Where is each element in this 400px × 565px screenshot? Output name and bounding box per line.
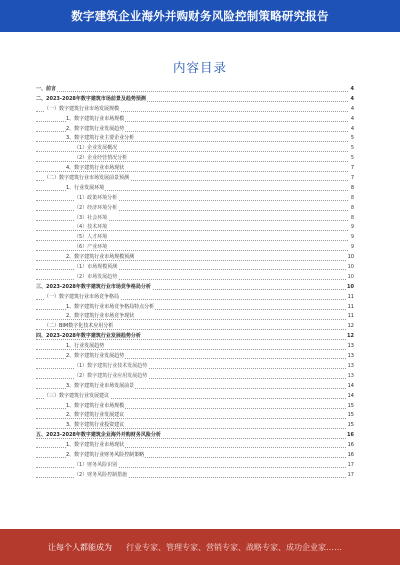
toc-entry-label: （2）企业经营情况分析 — [74, 155, 128, 162]
table-of-contents — [36, 85, 354, 521]
toc-page-number: 15 — [347, 421, 354, 431]
toc-entry-label: 2、数字建筑行业市场竞争现状 — [66, 313, 135, 320]
toc-entry[interactable] — [36, 303, 354, 313]
toc-page-number: 4 — [350, 125, 354, 135]
page-title: 内容目录 — [172, 60, 227, 75]
toc-leader-dots — [36, 230, 348, 231]
toc-entry[interactable] — [36, 431, 354, 441]
toc-entry-label: 2、数字建筑行业市场规模预测 — [66, 254, 135, 261]
toc-entry-label: （1）数字建筑行业技术发展趋势 — [74, 362, 148, 369]
toc-entry[interactable] — [36, 263, 354, 273]
footer-roles: 行业专家、管理专家、营销专家、战略专家、成功企业家…… — [126, 542, 342, 552]
toc-page-number: 5 — [350, 134, 354, 144]
toc-entry-label: （2）经济环境分析 — [74, 204, 118, 211]
toc-page-number: 9 — [350, 223, 354, 233]
toc-page-number: 16 — [347, 451, 354, 461]
toc-entry-label: （1）政策环境分析 — [74, 194, 118, 201]
toc-page-number: 10 — [347, 273, 354, 283]
toc-entry-label: 3、数字建筑行业市场发展前景 — [66, 382, 135, 389]
toc-entry-label: 三、2023-2028年数字建筑行业市场竞争格局分析 — [36, 283, 151, 290]
toc-entry[interactable] — [36, 134, 354, 144]
toc-entry-label: 一、前言 — [36, 86, 57, 92]
toc-entry-label: （2）数字建筑行业应用发展趋势 — [74, 372, 148, 379]
toc-entry-label: （2）财务风险控制措施 — [74, 471, 128, 478]
toc-page-number: 17 — [347, 471, 354, 481]
toc-entry-label: 2、数字建筑行业发展趋势 — [66, 353, 125, 360]
toc-page-number: 4 — [350, 105, 354, 115]
toc-page-number: 4 — [350, 115, 354, 125]
toc-entry[interactable] — [36, 184, 354, 194]
toc-entry[interactable] — [36, 223, 354, 233]
toc-leader-dots — [36, 91, 348, 92]
toc-entry-label: （1）财务风险识别 — [74, 461, 118, 468]
toc-entry-label: （1）企业发展概况 — [74, 145, 118, 152]
toc-entry-label: （三）数字建筑行业发展建议 — [44, 392, 110, 399]
toc-page-number: 8 — [350, 194, 354, 204]
toc-entry-label: （3）社会环境 — [74, 214, 108, 221]
toc-entry[interactable] — [36, 105, 354, 115]
toc-page-number: 17 — [347, 461, 354, 471]
toc-entry[interactable] — [36, 283, 354, 293]
toc-entry-label: 五、2023-2028年数字建筑企业海外并购财务风险分析 — [36, 432, 161, 439]
toc-page-number: 4 — [350, 85, 354, 95]
toc-entry-label: 1、数字建筑行业市场规模 — [66, 115, 125, 122]
toc-page-number: 15 — [347, 402, 354, 412]
toc-entry-label: 2、数字建筑行业财务风险控制策略 — [66, 451, 145, 458]
toc-entry[interactable] — [36, 194, 354, 204]
toc-entry[interactable] — [36, 293, 354, 303]
toc-page-number: 10 — [347, 253, 354, 263]
toc-entry-label: （6）产业环境 — [74, 244, 108, 251]
toc-page-number: 13 — [347, 352, 354, 362]
toc-entry-label: （二）BIM数字化技术应用分析 — [44, 323, 114, 330]
toc-page-number: 16 — [347, 441, 354, 451]
toc-entry-label: 1、数字建筑行业市场规模 — [66, 402, 125, 409]
toc-entry[interactable] — [36, 243, 354, 253]
toc-entry-label: 1、数字建筑行业市场竞争格局特点分析 — [66, 303, 155, 310]
toc-entry-label: （5）人才环境 — [74, 234, 108, 241]
toc-page-number: 10 — [346, 283, 354, 293]
toc-page-number: 11 — [347, 303, 354, 313]
toc-entry[interactable] — [36, 144, 354, 154]
toc-page-number: 11 — [347, 312, 354, 322]
toc-entry[interactable] — [36, 352, 354, 362]
toc-page-number: 8 — [350, 204, 354, 214]
toc-entry[interactable] — [36, 115, 354, 125]
toc-entry[interactable] — [36, 471, 354, 481]
toc-page-number: 4 — [350, 95, 354, 105]
toc-entry-label: 2、数字建筑行业发展趋势 — [66, 125, 125, 132]
toc-entry-label: 1、行业发展趋势 — [66, 343, 105, 350]
toc-entry[interactable] — [36, 411, 354, 421]
toc-entry-label: 4、数字建筑行业市场现状 — [66, 165, 125, 172]
toc-entry[interactable] — [36, 332, 354, 342]
toc-entry[interactable] — [36, 382, 354, 392]
toc-entry[interactable] — [36, 451, 354, 461]
toc-entry[interactable] — [36, 233, 354, 243]
toc-page-number: 13 — [347, 362, 354, 372]
report-title: 数字建筑企业海外并购财务风险控制策略研究报告 — [71, 9, 329, 23]
report-header-bar — [0, 0, 400, 32]
toc-page-number: 5 — [350, 154, 354, 164]
toc-entry-label: （1）市场规模预测 — [74, 264, 118, 271]
toc-entry-label: 1、数字建筑行业市场现状 — [66, 442, 125, 449]
toc-entry-label: 3、数字建筑行业投资建议 — [66, 422, 125, 429]
toc-entry-label: 四、2023-2028年数字建筑行业发展趋势分析 — [36, 333, 141, 340]
toc-entry[interactable] — [36, 441, 354, 451]
toc-entry[interactable] — [36, 204, 354, 214]
toc-page-number: 9 — [350, 233, 354, 243]
toc-page-number: 10 — [347, 263, 354, 273]
toc-entry[interactable] — [36, 253, 354, 263]
toc-page-number: 15 — [347, 411, 354, 421]
toc-leader-dots — [36, 319, 348, 320]
toc-entry[interactable] — [36, 402, 354, 412]
toc-page-number: 5 — [350, 144, 354, 154]
toc-entry[interactable] — [36, 322, 354, 332]
toc-entry[interactable] — [36, 95, 354, 105]
toc-entry-label: （4）技术环境 — [74, 224, 108, 231]
toc-entry[interactable] — [36, 273, 354, 283]
toc-entry[interactable] — [36, 125, 354, 135]
toc-entry-label: 3、数字建筑行业主要企业分析 — [66, 135, 135, 142]
toc-page-number: 12 — [347, 322, 354, 332]
toc-entry-label: （2）市场发展趋势 — [74, 273, 118, 280]
toc-page-number: 8 — [350, 184, 354, 194]
toc-page-number: 13 — [347, 372, 354, 382]
toc-entry[interactable] — [36, 421, 354, 431]
toc-entry[interactable] — [36, 392, 354, 402]
toc-page-number: 13 — [347, 342, 354, 352]
toc-page-number: 14 — [347, 392, 354, 402]
toc-page-number: 16 — [346, 431, 354, 441]
toc-entry[interactable] — [36, 461, 354, 471]
toc-entry[interactable] — [36, 342, 354, 352]
toc-entry[interactable] — [36, 174, 354, 184]
toc-entry-label: （一）数字建筑行业市场竞争格局 — [44, 293, 120, 300]
footer-banner — [0, 529, 400, 565]
toc-entry[interactable] — [36, 372, 354, 382]
toc-entry-label: （二）数字建筑行业市场发展前景预测 — [44, 175, 130, 182]
toc-page-number: 11 — [347, 293, 354, 303]
toc-entry-label: （一）数字建筑行业市场发展规模 — [44, 105, 120, 112]
toc-page-number: 8 — [350, 214, 354, 224]
toc-page-number: 7 — [350, 164, 354, 174]
toc-page-number: 12 — [346, 332, 354, 342]
footer-slogan: 让每个人都能成为 — [48, 542, 112, 552]
toc-entry[interactable] — [36, 312, 354, 322]
toc-entry-label: 1、行业发展环境 — [66, 184, 105, 191]
toc-entry-label: 二、2023-2028年数字建筑市场前景及趋势预测 — [36, 95, 146, 102]
toc-page-number: 14 — [347, 382, 354, 392]
toc-entry-label: 2、数字建筑行业发展建议 — [66, 412, 125, 419]
toc-page-number: 9 — [350, 243, 354, 253]
toc-entry[interactable] — [36, 85, 354, 95]
toc-entry[interactable] — [36, 154, 354, 164]
toc-entry[interactable] — [36, 164, 354, 174]
toc-page-number: 7 — [350, 174, 354, 184]
toc-entry[interactable] — [36, 214, 354, 224]
toc-entry[interactable] — [36, 362, 354, 372]
